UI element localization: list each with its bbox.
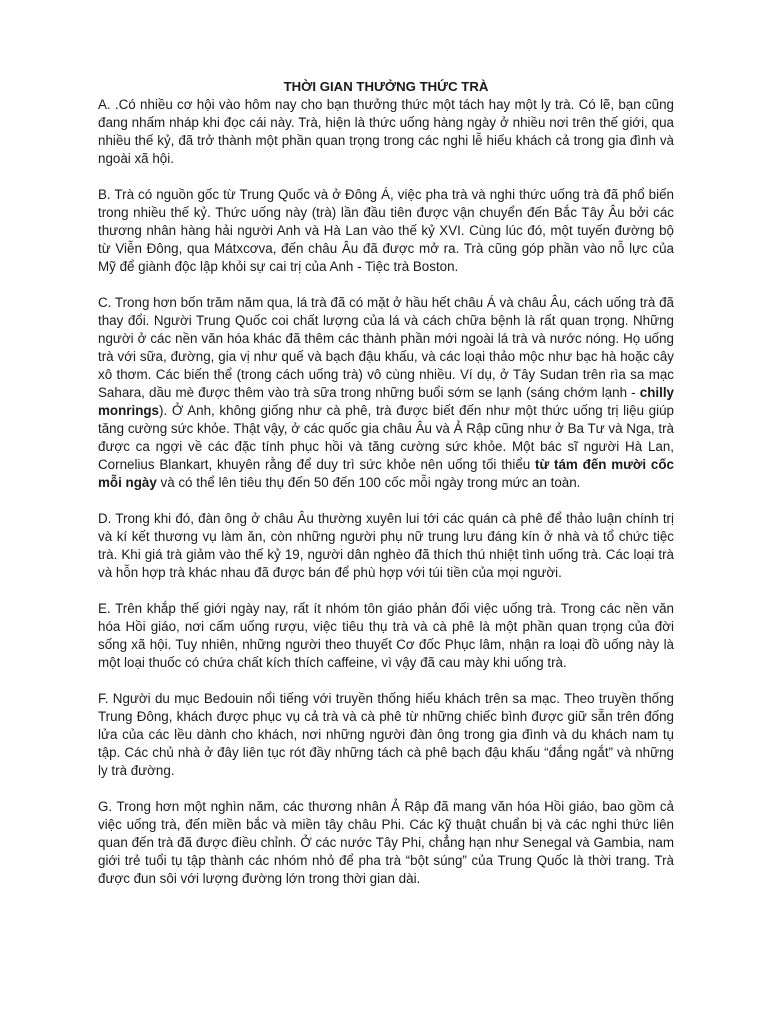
- paragraph-text: G. Trong hơn một nghìn năm, các thương nhân Ả Rập đã mang văn hóa Hồi giáo, bao gồm cả việc uống trà, đến miền bắc và miền tây châu Phi. Các kỹ thuật chuẩn bị và các nghi thức liên quan đến trà đã được điều chỉnh. Ở các nước Tây Phi, chẳng hạn như Senegal và Gambia, nam giới trẻ tuổi tụ tập thành các nhóm nhỏ để pha trà “bột súng” của Trung Quốc là thời trang. Trà được đun sôi với lượng đường lớn trong thời gian dài.: [98, 799, 674, 886]
- paragraph-a: [98, 96, 674, 168]
- bold-phrase-cups-per-day: từ tám đến mười cốc mỗi ngày: [98, 457, 674, 490]
- paragraph-f: [98, 690, 674, 780]
- paragraph-text: và có thể lên tiêu thụ đến 50 đến 100 cốc mỗi ngày trong mức an toàn.: [156, 475, 581, 490]
- bold-phrase-chilly-mornings: chilly monrings: [98, 385, 674, 418]
- paragraph-c: [98, 294, 674, 492]
- document-title: THỜI GIAN THƯỞNG THỨC TRÀ: [283, 79, 489, 94]
- paragraph-text: D. Trong khi đó, đàn ông ở châu Âu thường xuyên lui tới các quán cà phê để thảo luận chính trị và kí kết thương vụ làm ăn, còn những người phụ nữ trung lưu đáng kín ở nhà và tổ chức tiệc trà. Khi giá trà giảm vào thế kỷ 19, người dân nghèo đã thích thú nhiệt tình uống trà. Các loại trà và hỗn hợp trà khác nhau đã được bán để phù hợp với túi tiền của mọi người.: [98, 511, 674, 580]
- paragraph-g: [98, 798, 674, 888]
- paragraph-text: A. .Có nhiều cơ hội vào hôm nay cho bạn thưởng thức một tách hay một ly trà. Có lẽ, bạn cũng đang nhấm nháp khi đọc cái này. Trà, hiện là thức uống hàng ngày ở nhiều nơi trên thế giới, qua nhiều thế kỷ, đã trở thành một phần quan trọng trong các nghi lễ hiếu khách cả trong gia đình và ngoài xã hội.: [98, 97, 674, 166]
- paragraph-text: B. Trà có nguồn gốc từ Trung Quốc và ở Đông Á, việc pha trà và nghi thức uống trà đã phổ biến trong nhiều thế kỷ. Thức uống này (trà) lần đầu tiên được vận chuyển đến Bắc Tây Âu bởi các thương nhân hàng hải người Anh và Hà Lan vào thế kỷ XVI. Cùng lúc đó, một tuyến đường bộ từ Viễn Đông, qua Mátxcơva, đến châu Âu đã được mở ra. Trà cũng góp phần vào nỗ lực của Mỹ để giành độc lập khỏi sự cai trị của Anh - Tiệc trà Boston.: [98, 187, 674, 274]
- paragraph-b: [98, 186, 674, 276]
- document-page: [98, 78, 674, 906]
- paragraph-text: C. Trong hơn bốn trăm năm qua, lá trà đã có mặt ở hầu hết châu Á và châu Âu, cách uống trà đã thay đổi. Người Trung Quốc coi chất lượng của lá và cách chữa bệnh là rất quan trọng. Những người ở các nền văn hóa khác đã thêm các thành phần mới ngoài lá trà và nước nóng. Họ uống trà với sữa, đường, gia vị như quế và bạch đậu khấu, và các loại thảo mộc như bạc hà hoặc cây xô thơm. Các biến thể (trong cách uống trà) vô cùng nhiều. Ví dụ, ở Tây Sudan trên rìa sa mạc Sahara, dầu mè được thêm vào trà sữa trong những buổi sớm se lạnh (sáng chớm lạnh -: [98, 295, 674, 400]
- paragraph-text: F. Người du mục Bedouin nổi tiếng với truyền thống hiếu khách trên sa mạc. Theo truyền thống Trung Đông, khách được phục vụ cả trà và cà phê từ những chiếc bình được giữ sẵn trên đống lửa của các lều dành cho khách, nơi những người đàn ông trong gia đình và du khách nam tụ tập. Các chủ nhà ở đây liên tục rót đầy những tách cà phê bạch đậu khấu “đắng ngắt” và những ly trà đường.: [98, 691, 674, 778]
- paragraph-text: E. Trên khắp thế giới ngày nay, rất ít nhóm tôn giáo phản đối việc uống trà. Trong các nền văn hóa Hồi giáo, nơi cấm uống rượu, việc tiêu thụ trà và cà phê là một phần quan trọng của đời sống xã hội. Tuy nhiên, những người theo thuyết Cơ đốc Phục lâm, nhận ra loại đồ uống này là một loại thuốc có chứa chất kích thích caffeine, vì vậy đã cau mày khi uống trà.: [98, 601, 674, 670]
- paragraph-e: [98, 600, 674, 672]
- paragraph-text: ). Ở Anh, không giống như cà phê, trà được biết đến như một thức uống trị liệu giúp tăng cường sức khỏe. Thật vậy, ở các quốc gia châu Âu và Ả Rập cũng như ở Ba Tư và Nga, trà được ca ngợi về các đặc tính phục hồi và tăng cường sức khỏe. Một bác sĩ người Hà Lan, Cornelius Blankart, khuyên rằng để duy trì sức khỏe nên uống tối thiểu: [98, 403, 674, 472]
- paragraph-d: [98, 510, 674, 582]
